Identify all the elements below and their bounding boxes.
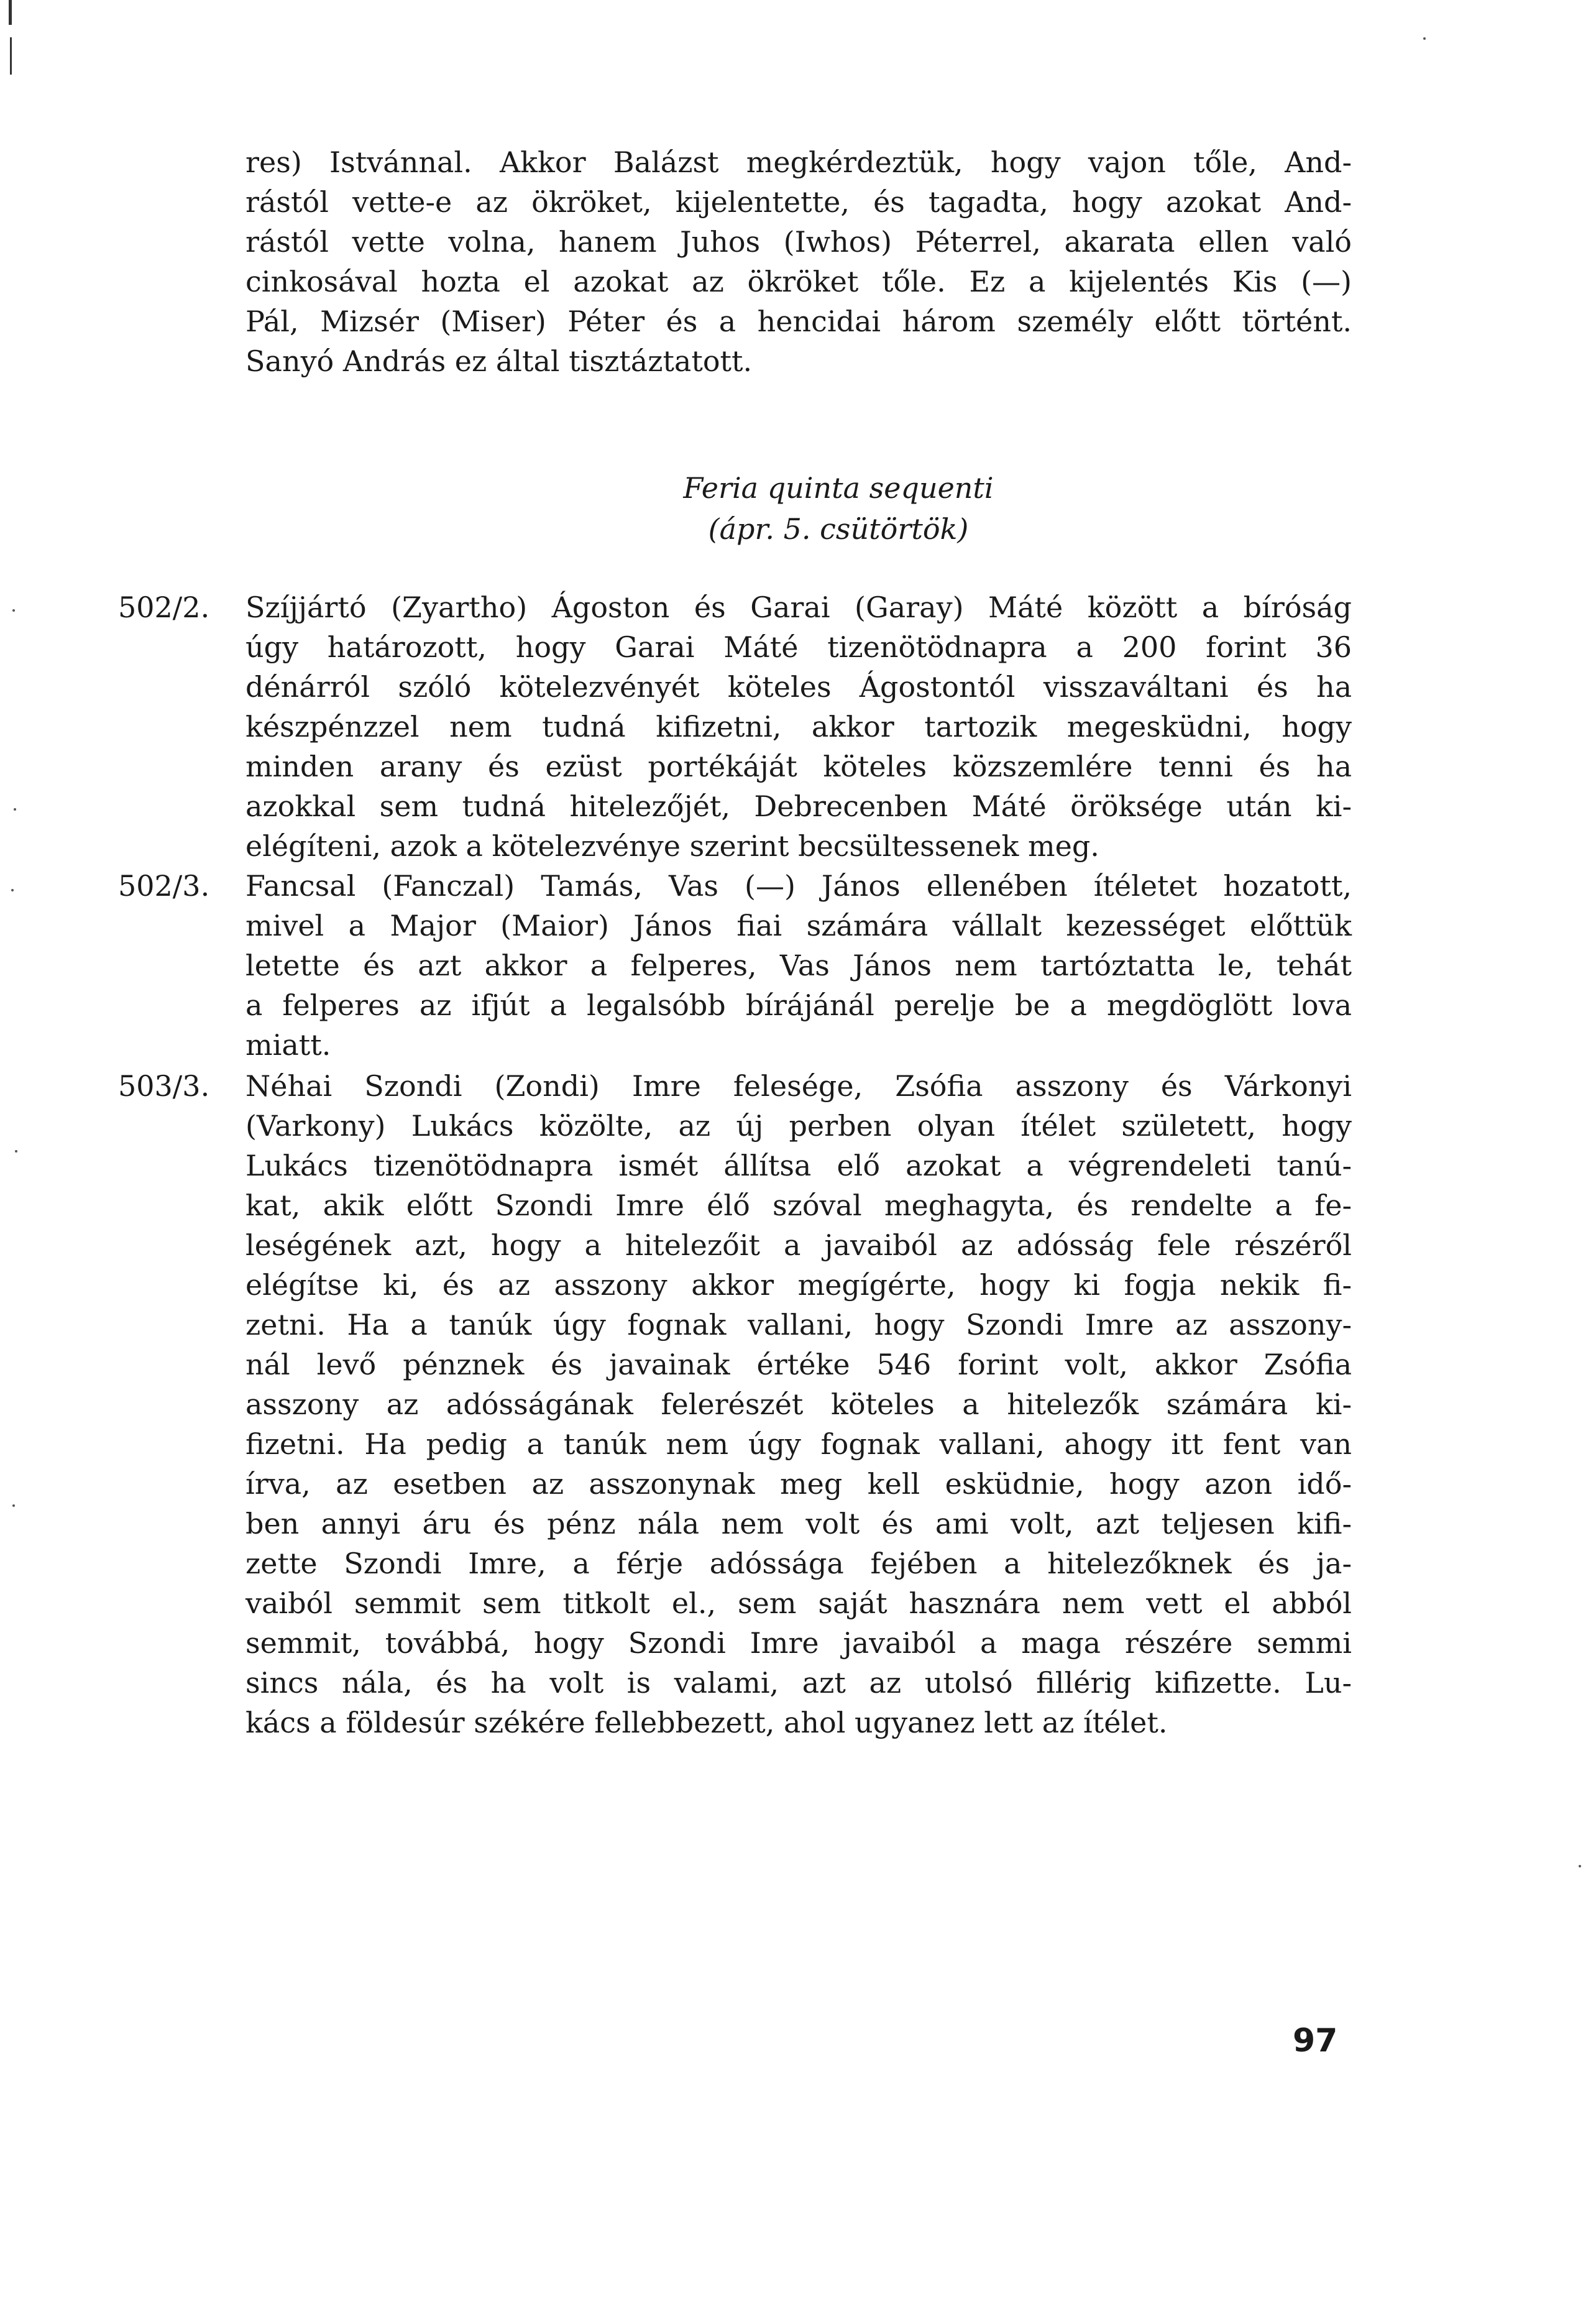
text-line: kács a földesúr székére fellebbezett, ahol ugyanez lett az ítélet.	[245, 1706, 1168, 1739]
text-line: leségének azt, hogy a hitelezőit a javaiból az adósság fele részéről	[245, 1228, 1352, 1262]
text-line: vaiból semmit sem titkolt el., sem saját hasznára nem vett el abból	[245, 1586, 1352, 1620]
text-line: dénárról szóló kötelezvényét köteles Ágostontól visszaváltani és ha	[245, 670, 1352, 704]
text-line: elégíteni, azok a kötelezvénye szerint becsültessenek meg.	[245, 829, 1099, 863]
scan-speck	[15, 1150, 17, 1153]
text-line: miatt.	[245, 1028, 331, 1062]
text-line: azokkal sem tudná hitelezőjét, Debrecenben Máté öröksége után ki-	[245, 789, 1352, 823]
text-line: minden arany és ezüst portékáját köteles közszemlére tenni és ha	[245, 750, 1352, 783]
scan-speck	[1423, 37, 1426, 40]
text-line: Szíjjártó (Zyartho) Ágoston és Garai (Garay) Máté között a bíróság	[245, 591, 1352, 624]
text-line: úgy határozott, hogy Garai Máté tizenötödnapra a 200 forint 36	[245, 630, 1352, 664]
text-line: res) Istvánnal. Akkor Balázst megkérdeztük, hogy vajon tőle, And-	[245, 145, 1352, 179]
text-line: zetni. Ha a tanúk úgy fognak vallani, hogy Szondi Imre az asszony-	[245, 1308, 1352, 1342]
text-line: mivel a Major (Maior) János fiai számára vállalt kezességet előttük	[245, 909, 1352, 942]
text-line: cinkosával hozta el azokat az ökröket tőle. Ez a kijelentés Kis (—)	[245, 265, 1352, 298]
scan-speck	[1579, 1865, 1581, 1867]
text-line: elégítse ki, és az asszony akkor megígérte, hogy ki fogja nekik fi-	[245, 1268, 1352, 1302]
entry-number: 502/3.	[118, 869, 210, 903]
entry-number: 503/3.	[118, 1069, 210, 1103]
section-heading-line2: (ápr. 5. csütörtök)	[708, 512, 969, 546]
scan-artifact	[9, 0, 12, 25]
text-line: nál levő pénznek és javainak értéke 546 forint volt, akkor Zsófia	[245, 1348, 1352, 1381]
text-line: írva, az esetben az asszonynak meg kell esküdnie, hogy azon idő-	[245, 1467, 1352, 1501]
section-heading-line1: Feria quinta sequenti	[683, 471, 994, 505]
scan-speck	[12, 609, 15, 612]
text-line: a felperes az ifjút a legalsóbb bírájánál perelje be a megdöglött lova	[245, 988, 1352, 1022]
scan-speck	[14, 808, 16, 811]
entry-number: 502/2.	[118, 591, 210, 624]
text-line: Sanyó András ez által tisztáztatott.	[245, 344, 753, 378]
text-line: fizetni. Ha pedig a tanúk nem úgy fognak vallani, ahogy itt fent van	[245, 1427, 1352, 1461]
text-line: semmit, továbbá, hogy Szondi Imre javaiból a maga részére semmi	[245, 1626, 1352, 1660]
text-line: Néhai Szondi (Zondi) Imre felesége, Zsófia asszony és Várkonyi	[245, 1069, 1352, 1103]
text-line: Lukács tizenötödnapra ismét állítsa elő azokat a végrendeleti tanú-	[245, 1149, 1352, 1182]
text-line: Fancsal (Fanczal) Tamás, Vas (—) János ellenében ítéletet hozatott,	[245, 869, 1352, 903]
text-line: asszony az adósságának felerészét köteles a hitelezők számára ki-	[245, 1388, 1352, 1421]
text-line: rástól vette volna, hanem Juhos (Iwhos) Péterrel, akarata ellen való	[245, 225, 1352, 259]
text-line: letette és azt akkor a felperes, Vas János nem tartóztatta le, tehát	[245, 949, 1352, 982]
text-line: rástól vette-e az ökröket, kijelentette, és tagadta, hogy azokat And-	[245, 185, 1352, 219]
scan-speck	[12, 1504, 15, 1507]
scan-speck	[11, 889, 14, 891]
page-number: 97	[1293, 2022, 1338, 2060]
text-line: Pál, Mizsér (Miser) Péter és a hencidai három személy előtt történt.	[245, 305, 1352, 338]
text-line: zette Szondi Imre, a férje adóssága fejében a hitelezőknek és ja-	[245, 1547, 1352, 1580]
text-line: ben annyi áru és pénz nála nem volt és ami volt, azt teljesen kifi-	[245, 1507, 1352, 1540]
text-line: kat, akik előtt Szondi Imre élő szóval meghagyta, és rendelte a fe-	[245, 1189, 1352, 1222]
text-line: (Varkony) Lukács közölte, az új perben olyan ítélet született, hogy	[245, 1109, 1352, 1143]
scan-artifact	[10, 37, 12, 75]
text-line: sincs nála, és ha volt is valami, azt az utolsó fillérig kifizette. Lu-	[245, 1666, 1352, 1700]
text-line: készpénzzel nem tudná kifizetni, akkor tartozik megesküdni, hogy	[245, 710, 1352, 743]
